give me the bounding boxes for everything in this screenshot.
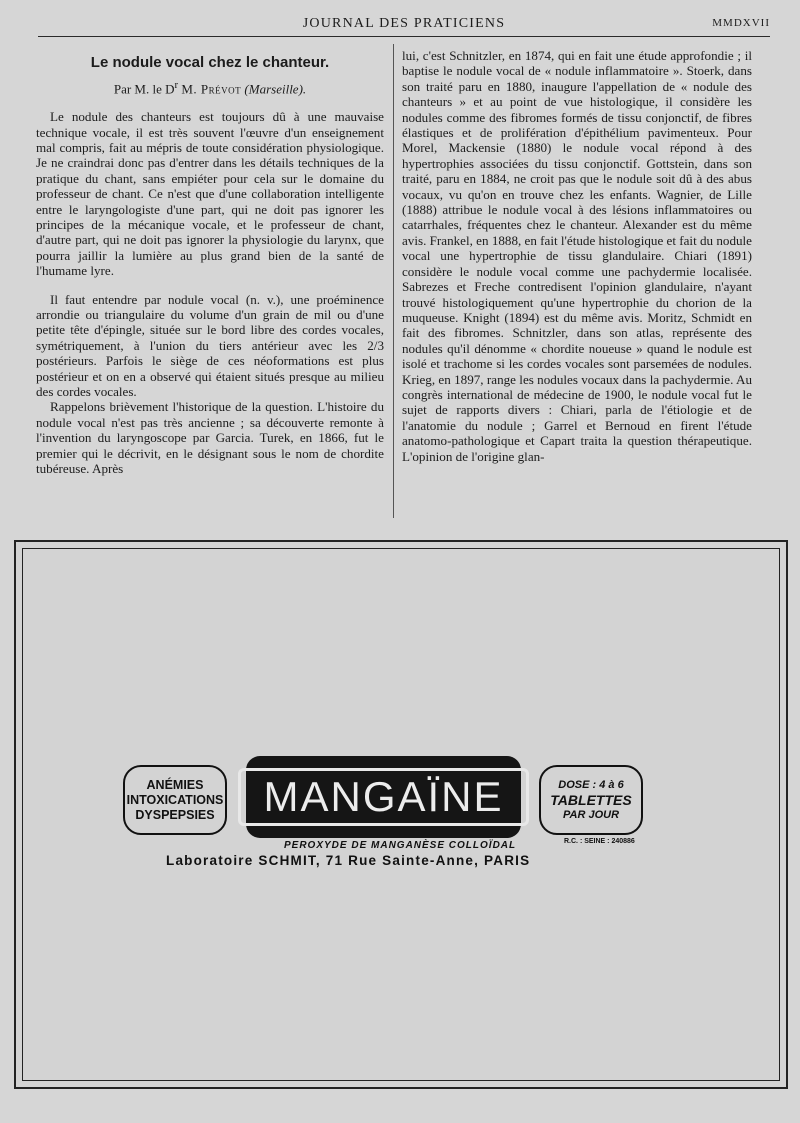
journal-title: JOURNAL DES PRATICIENS	[302, 16, 506, 31]
ad-brand-logo	[246, 756, 521, 838]
ad-tablets: TABLETTES	[550, 791, 632, 808]
byline-city: (Marseille).	[244, 81, 307, 97]
article-byline	[36, 78, 384, 97]
ad-show-through-top	[76, 582, 726, 752]
paragraph: lui, c'est Schnitzler, en 1874, qui en fait une étude approfondie ; il baptise le nodule vocal de « nodule inflammatoire ». Stoerk, dans son traité paru en 1880, inaugure l'appellation de « nodule des chanteurs » et au point de vue histologique, il considère les nodules comme des fibromes formés de tissu conjonctif, de fibres élastiques et de prolifération d'épithélium pavimenteux. Pour Morel, Mackensie (1880) le nodule vocal répond à des hypertrophies associées du tissu conjonctif. Gottstein, dans son traité, paru en 1884, ne croit pas que le nodule soit dû à des abus vocaux, vu qu'on en trouve chez les enfants. Wagnier, de Lille (1888) attribue le nodule vocal à des lésions inflammatoires ou catarrhales, fréquentes chez le chanteur. Alexander est du même avis. Frankel, en 1888, en fait l'étude histologique et fait du nodule vocal une hypertrophie de tissu glandulaire. Chiari (1891) considère le nodule vocal comme une pachydermie localisée. Sabrezes et Freche contredisent l'opinion glandulaire, n'ayant trouvé histologiquement qu'une hypertrophie du chorion de la muqueuse. Knight (1894) est du même avis. Moritz, Schmidt en fait des fibromes. Schnitzler, dans son atlas, représente des nodules qu'il dénomme « chordite noueuse » quand le nodule est isolé et trachome si les cordes vocales sont parsemées de nodules. Krieg, en 1897, range les nodules vocaux dans la pachydermie. Au congrès international de médecine de 1900, le nodule vocal fut le sujet de rapports divers : Chiari, parla de l'étiologie et de l'anatomie du nodule ; Garrel et Bernoud en firent l'étude anatomo-pathologique et Capart traita la question thérapeutique. L'opinion de l'origine glan-	[402, 48, 752, 464]
ad-indication: INTOXICATIONS	[126, 792, 224, 807]
byline-prefix: Par M. le D	[113, 81, 175, 97]
ad-brand-name: MANGAÏNE	[238, 768, 528, 826]
ad-indications-badge	[123, 765, 227, 835]
ad-registration: R.C. : SEINE : 240886	[564, 838, 635, 845]
byline-author: M. Prévot	[181, 81, 242, 97]
ad-per-day: PAR JOUR	[562, 808, 620, 821]
ad-show-through-bottom	[76, 912, 726, 1062]
ad-indication: ANÉMIES	[146, 777, 204, 792]
advertisement	[14, 540, 788, 1089]
article-title: Le nodule vocal chez le chanteur.	[90, 54, 330, 71]
ad-indication: DYSPEPSIES	[135, 807, 215, 822]
byline-sup: r	[174, 79, 179, 92]
left-column	[36, 48, 384, 476]
ad-subtitle: PEROXYDE DE MANGANÈSE COLLOÏDAL	[284, 840, 517, 851]
paragraph: Il faut entendre par nodule vocal (n. v.), une proéminence arrondie ou triangulaire du volume d'un grain de mil ou d'une petite tête d'épingle, située sur le bord libre des cordes vocales, symétriquement, à l'union du tiers antérieur avec les 2/3 postérieurs. Parfois le siège de ces néoformations est plus postérieur et on en a observé qui étaient situés presque au milieu des cordes vocales.	[36, 291, 384, 400]
ad-laboratory: Laboratoire SCHMIT, 71 Rue Sainte-Anne, PARIS	[166, 853, 531, 868]
column-divider	[393, 44, 394, 518]
paragraph: Le nodule des chanteurs est toujours dû à une mauvaise technique vocale, il est très souvent l'œuvre d'un enseignement mal compris, fait au mépris de toute considération physiologique. Je ne craindrai donc pas d'entrer dans les détails techniques de la pratique du chant, sans empiéter pour cela sur le domaine du professeur de chant. Ce n'est que d'une collaboration intelligente entre le laryngologiste d'une part, qui ne doit pas ignorer les principes de la mécanique vocale, et le professeur de chant, d'autre part, qui ne doit pas ignorer la physiologie du larynx, que pourra jaillir la lumière au plus grand bien de la santé de l'humame lyre.	[36, 109, 384, 279]
page-folio: MMDXVII	[712, 17, 770, 29]
paragraph: Rappelons brièvement l'historique de la question. L'histoire du nodule vocal n'est pas très ancienne ; sa découverte remonte à l'invention du laryngoscope par Garcia. Turek, en 1866, fut le premier qui le décrivit, en le désignant sous le nom de chordite tubéreuse. Après	[36, 399, 384, 477]
running-header	[38, 14, 770, 37]
right-column	[402, 48, 752, 464]
ad-dose: DOSE : 4 à 6	[558, 778, 624, 791]
ad-dosage-badge	[539, 765, 643, 835]
